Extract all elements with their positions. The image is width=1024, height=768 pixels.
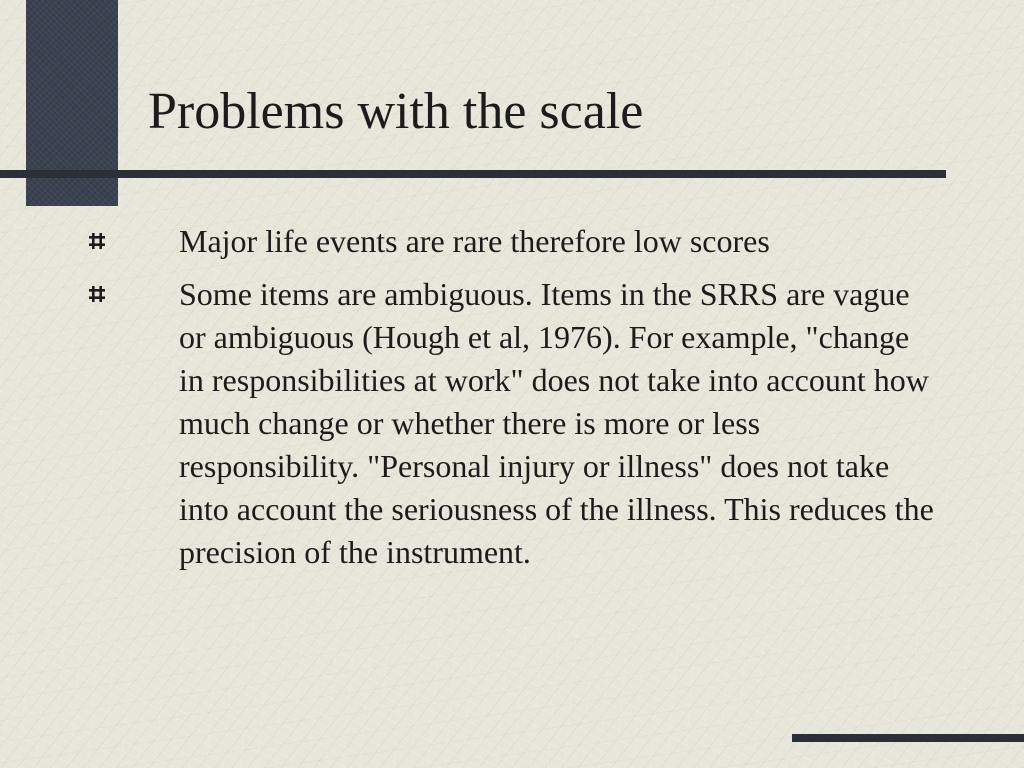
bullet-text: Some items are ambiguous. Items in the SRRS are vague or ambiguous (Hough et al, 1976). For example, "change in responsibilities at work" does not take into account how much change or whether there is more or less responsibility. "Personal injury or illness" does not take into account the seriousness of the illness. This reduces the precision of the instrument. — [179, 276, 934, 570]
hash-bullet-icon — [88, 232, 106, 250]
bullet-item — [86, 273, 946, 574]
hash-bullet-icon — [88, 285, 106, 303]
slide-title: Problems with the scale — [148, 83, 644, 140]
bullet-item — [86, 220, 946, 263]
bullet-text: Major life events are rare therefore low scores — [179, 223, 770, 259]
bottom-divider-rule — [792, 734, 1024, 742]
title-divider-rule — [0, 170, 946, 178]
bullet-list — [86, 220, 946, 584]
